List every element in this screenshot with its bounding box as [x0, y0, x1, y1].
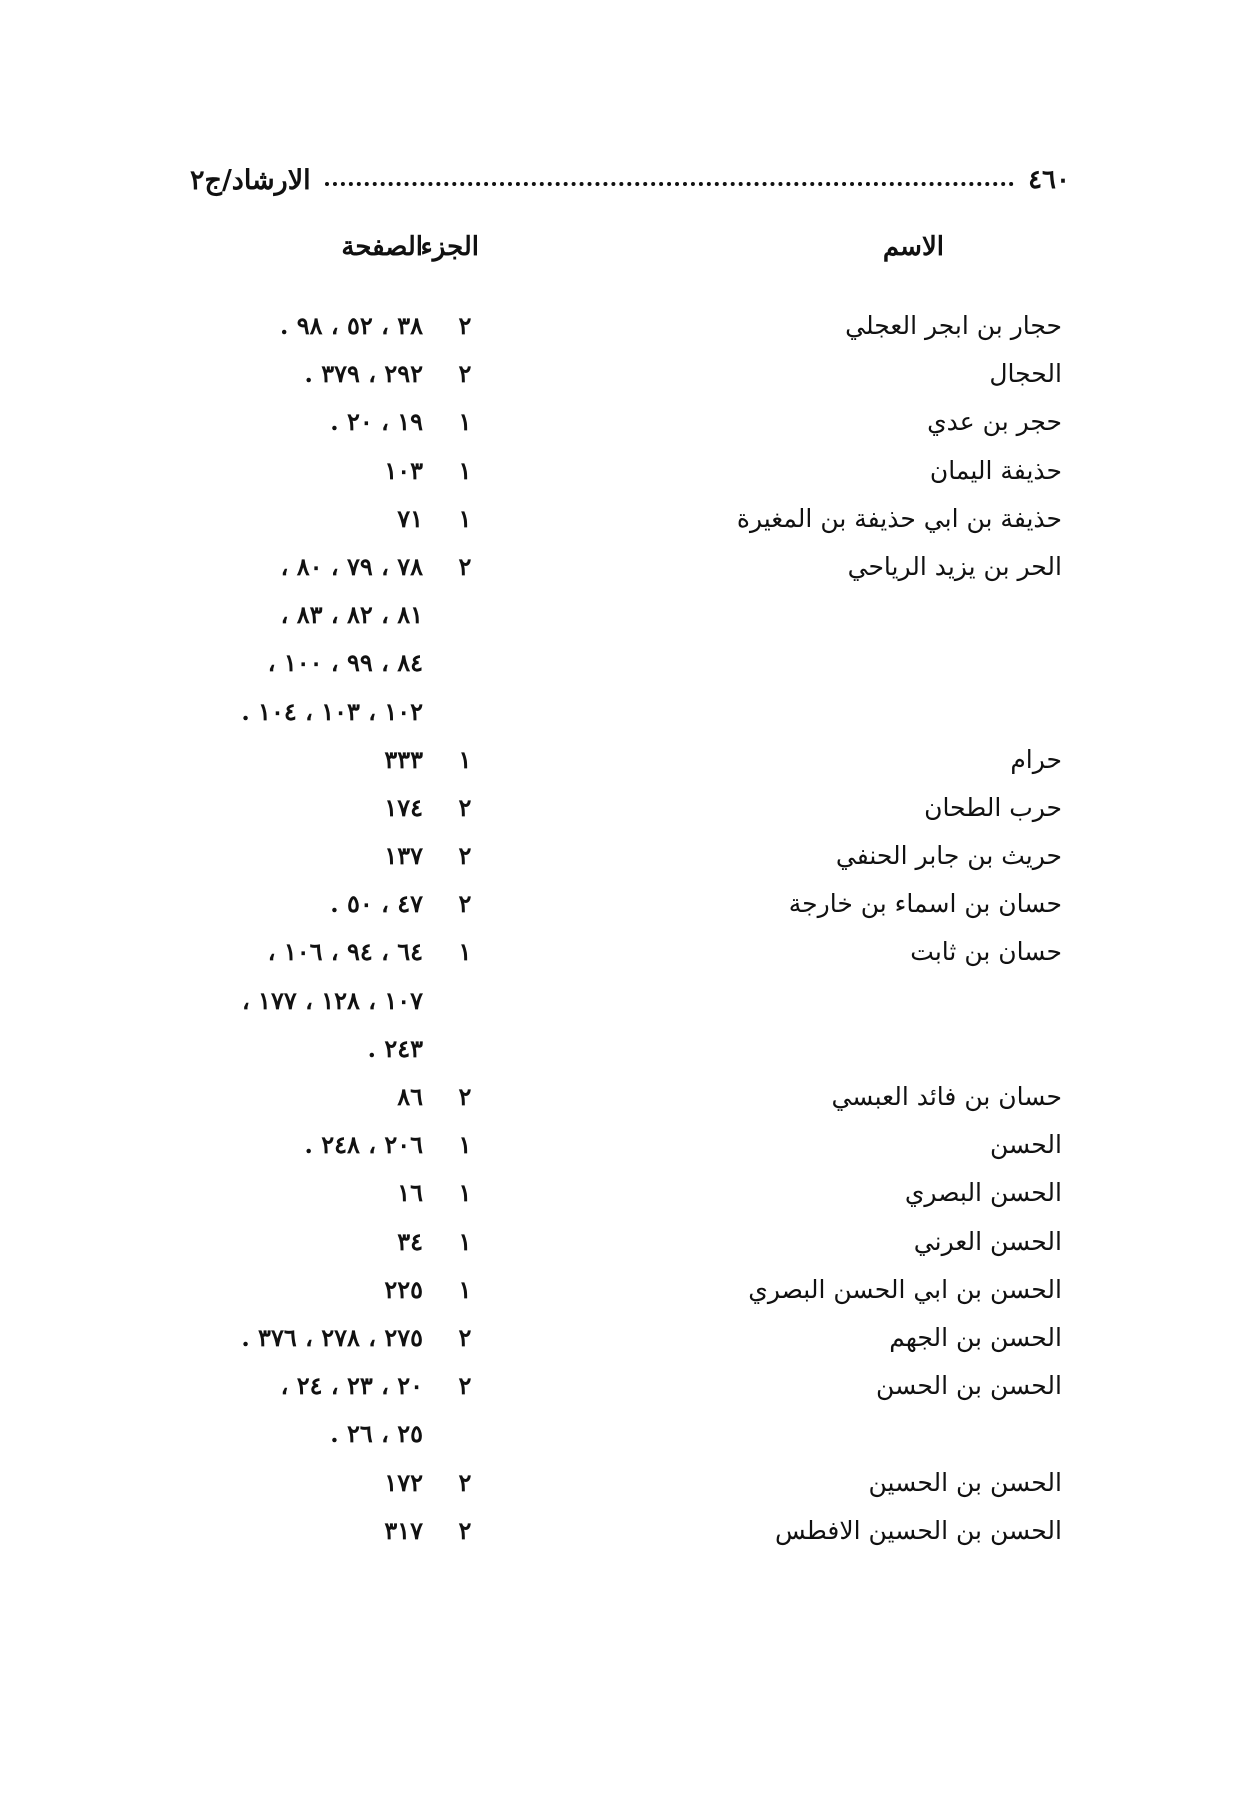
table-row [0, 1366, 1249, 1414]
entry-name: حسان بن ثابت [910, 937, 1062, 967]
entry-part: ٢ [458, 889, 472, 919]
entry-pages: ٢٤٣ . [367, 1033, 423, 1063]
entry-part: ٢ [458, 359, 472, 389]
entry-name: الحسن بن ابي الحسن البصري [748, 1274, 1062, 1304]
entry-part: ١ [458, 455, 472, 485]
table-row [0, 981, 1249, 1029]
entry-name: حجر بن عدي [927, 407, 1062, 437]
entry-pages: ١٠٢ ، ١٠٣ ، ١٠٤ . [241, 696, 423, 726]
table-row [0, 1222, 1249, 1270]
entry-name: حريث بن جابر الحنفي [835, 841, 1062, 871]
entry-pages: ١٠٧ ، ١٢٨ ، ١٧٧ ، [241, 985, 423, 1015]
entry-name: حذيفة بن ابي حذيفة بن المغيرة [736, 503, 1062, 533]
page-number: ٤٦٠ [1028, 165, 1070, 195]
entry-name: حسان بن فائد العبسي [831, 1082, 1062, 1111]
entry-pages: ٣١٧ [384, 1515, 423, 1545]
entry-name: الحسن العرني [913, 1226, 1062, 1256]
entry-part: ١ [458, 1226, 472, 1256]
entry-pages: ٢٩٢ ، ٣٧٩ . [304, 359, 423, 389]
entry-pages: ٨٤ ، ٩٩ ، ١٠٠ ، [267, 648, 423, 678]
entry-name: الحسن بن الحسن [876, 1371, 1062, 1401]
entry-pages: ٢٢٥ [384, 1274, 423, 1304]
table-row [0, 643, 1249, 691]
entry-pages: ١٦ [397, 1178, 423, 1208]
table-row [0, 1125, 1249, 1173]
entry-pages: ٢٥ ، ٢٦ . [330, 1419, 423, 1449]
entry-pages: ٧٨ ، ٧٩ ، ٨٠ ، [280, 551, 423, 581]
table-row [0, 1029, 1249, 1077]
entry-part: ٢ [458, 792, 472, 822]
entry-name: الحجال [989, 359, 1062, 389]
table-row [0, 451, 1249, 499]
entry-pages: ٣٤ [397, 1226, 423, 1256]
entry-name: الحسن بن الحسين الافطس [775, 1515, 1062, 1545]
entry-part: ٢ [458, 551, 472, 581]
column-heading-part: الجزء [420, 232, 479, 262]
header-dot-leader [325, 182, 1014, 186]
table-row [0, 547, 1249, 595]
table-row [0, 692, 1249, 740]
entry-name: الحسن البصري [904, 1178, 1062, 1208]
entry-part: ٢ [458, 841, 472, 871]
table-row [0, 1318, 1249, 1366]
table-row [0, 402, 1249, 450]
entry-pages: ٨١ ، ٨٢ ، ٨٣ ، [280, 600, 423, 630]
entry-pages: ٢٠ ، ٢٣ ، ٢٤ ، [280, 1371, 423, 1401]
entry-part: ١ [458, 503, 472, 533]
index-table [0, 306, 1249, 1567]
column-heading-page: الصفحة [341, 232, 423, 262]
entry-pages: ٢٠٦ ، ٢٤٨ . [304, 1130, 423, 1160]
entry-name: حسان بن اسماء بن خارجة [788, 889, 1062, 919]
entry-part: ١ [458, 1130, 472, 1160]
entry-name: الحسن بن الحسين [868, 1467, 1062, 1497]
table-row [0, 1511, 1249, 1567]
table-row [0, 836, 1249, 884]
entry-pages: ٢٧٥ ، ٢٧٨ ، ٣٧٦ . [241, 1322, 423, 1352]
entry-pages: ٧١ [397, 503, 423, 533]
entry-name: الحسن [989, 1130, 1062, 1160]
entry-pages: ٤٧ ، ٥٠ . [330, 889, 423, 919]
entry-name: حجار بن ابجر العجلي [845, 311, 1062, 340]
entry-name: حرام [1010, 744, 1062, 774]
entry-part: ٢ [458, 1082, 472, 1111]
entry-part: ١ [458, 937, 472, 967]
entry-part: ٢ [458, 1467, 472, 1497]
entry-pages: ١٣٧ [384, 841, 423, 871]
entry-part: ٢ [458, 1515, 472, 1545]
entry-pages: ١٩ ، ٢٠ . [330, 407, 423, 437]
entry-name: حذيفة اليمان [929, 455, 1062, 485]
table-row [0, 306, 1249, 354]
entry-part: ١ [458, 744, 472, 774]
table-row [0, 740, 1249, 788]
table-row [0, 354, 1249, 402]
table-row [0, 788, 1249, 836]
entry-name: حرب الطحان [924, 792, 1062, 822]
entry-pages: ١٧٢ [384, 1467, 423, 1497]
entry-part: ٢ [458, 1322, 472, 1352]
entry-pages: ٣٣٣ [384, 744, 423, 774]
table-row [0, 1173, 1249, 1221]
entry-pages: ٦٤ ، ٩٤ ، ١٠٦ ، [267, 937, 423, 967]
entry-name: الحسن بن الجهم [889, 1322, 1062, 1352]
entry-pages: ٨٦ [397, 1082, 423, 1111]
entry-part: ٢ [458, 311, 472, 340]
table-row [0, 1270, 1249, 1318]
entry-part: ٢ [458, 1371, 472, 1401]
entry-pages: ١٧٤ [384, 792, 423, 822]
table-row [0, 499, 1249, 547]
entry-name: الحر بن يزيد الرياحي [847, 551, 1062, 581]
table-row [0, 884, 1249, 932]
column-heading-name: الاسم [882, 232, 944, 262]
table-row [0, 595, 1249, 643]
entry-pages: ٣٨ ، ٥٢ ، ٩٨ . [280, 311, 423, 340]
running-header [190, 160, 1070, 200]
table-row [0, 1463, 1249, 1511]
entry-part: ١ [458, 407, 472, 437]
table-row [0, 1414, 1249, 1462]
table-row [0, 1077, 1249, 1125]
entry-part: ١ [458, 1274, 472, 1304]
entry-part: ١ [458, 1178, 472, 1208]
entry-pages: ١٠٣ [384, 455, 423, 485]
table-row [0, 932, 1249, 980]
book-title: الارشاد/ج٢ [190, 164, 311, 196]
